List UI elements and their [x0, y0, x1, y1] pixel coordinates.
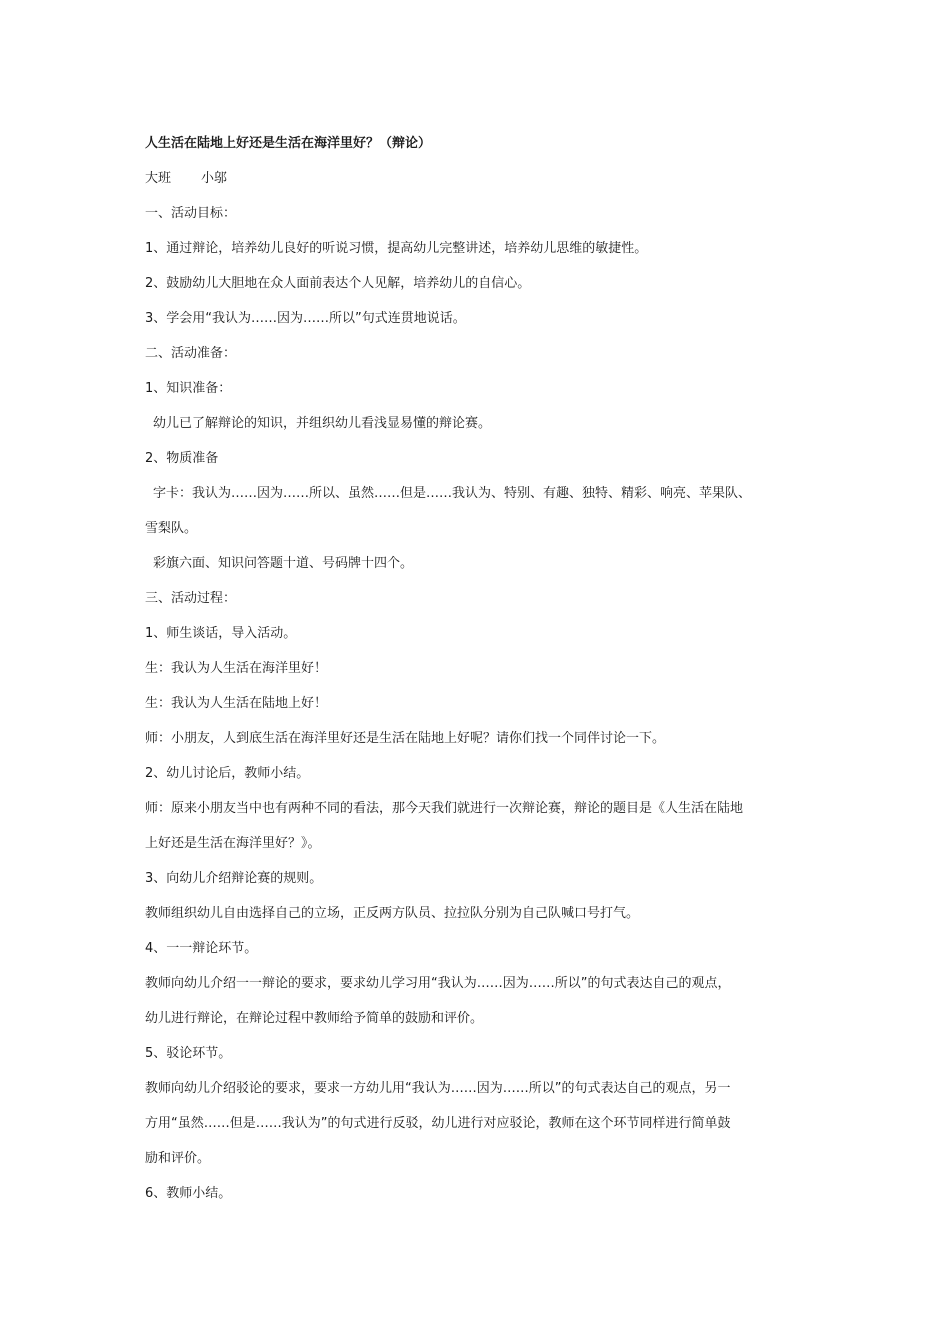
process-step-4: 4、一一辩论环节。 — [145, 941, 258, 956]
class-label: 大班 — [145, 171, 172, 186]
process-step-6: 6、教师小结。 — [145, 1186, 232, 1201]
process-step-5: 5、驳论环节。 — [145, 1046, 232, 1061]
prep-item-1: 1、知识准备： — [145, 381, 232, 396]
dialogue-line: 生：我认为人生活在陆地上好！ — [145, 696, 328, 711]
author-label: 小邬 — [201, 171, 228, 186]
section-heading-process: 三、活动过程： — [145, 591, 237, 606]
paragraph-line: 方用“虽然……但是……我认为”的句式进行反驳，幼儿进行对应驳论，教师在这个环节同样进行简单鼓 — [145, 1116, 731, 1131]
document-title: 人生活在陆地上好还是生活在海洋里好？（辩论） — [145, 136, 432, 151]
paragraph-line: 上好还是生活在海洋里好？》。 — [145, 836, 321, 851]
process-step-3: 3、向幼儿介绍辩论赛的规则。 — [145, 871, 323, 886]
prep-text-knowledge: 幼儿已了解辩论的知识，并组织幼儿看浅显易懂的辩论赛。 — [153, 416, 492, 431]
section-heading-preparation: 二、活动准备： — [145, 346, 237, 361]
paragraph-line: 师：原来小朋友当中也有两种不同的看法，那今天我们就进行一次辩论赛，辩论的题目是《人生活在陆地 — [145, 801, 744, 816]
paragraph-line: 教师向幼儿介绍驳论的要求，要求一方幼儿用“我认为……因为……所以”的句式表达自己的观点，另一 — [145, 1081, 731, 1096]
dialogue-line: 师：小朋友，人到底生活在海洋里好还是生活在陆地上好呢？请你们找一个同伴讨论一下。 — [145, 731, 666, 746]
prep-text-cards-cont: 雪梨队。 — [145, 521, 198, 536]
goal-item-3: 3、学会用“我认为……因为……所以”句式连贯地说话。 — [145, 311, 466, 326]
prep-text-materials: 彩旗六面、知识问答题十道、号码牌十四个。 — [153, 556, 414, 571]
goal-item-1: 1、通过辩论，培养幼儿良好的听说习惯，提高幼儿完整讲述，培养幼儿思维的敏捷性。 — [145, 241, 648, 256]
prep-text-cards: 字卡：我认为……因为……所以、虽然……但是……我认为、特别、有趣、独特、精彩、响亮、苹果队、 — [153, 486, 752, 501]
dialogue-line: 生：我认为人生活在海洋里好！ — [145, 661, 328, 676]
process-step-1: 1、师生谈话，导入活动。 — [145, 626, 297, 641]
paragraph-line: 幼儿进行辩论，在辩论过程中教师给予简单的鼓励和评价。 — [145, 1011, 484, 1026]
document-page — [145, 126, 815, 1211]
paragraph-line: 教师组织幼儿自由选择自己的立场，正反两方队员、拉拉队分别为自己队喊口号打气。 — [145, 906, 640, 921]
paragraph-line: 励和评价。 — [145, 1151, 211, 1166]
prep-item-2: 2、物质准备 — [145, 451, 219, 466]
process-step-2: 2、幼儿讨论后，教师小结。 — [145, 766, 310, 781]
meta-line — [145, 161, 815, 196]
section-heading-goals: 一、活动目标： — [145, 206, 237, 221]
paragraph-line: 教师向幼儿介绍一一辩论的要求，要求幼儿学习用“我认为……因为……所以”的句式表达自己的观点， — [145, 976, 731, 991]
goal-item-2: 2、鼓励幼儿大胆地在众人面前表达个人见解，培养幼儿的自信心。 — [145, 276, 531, 291]
